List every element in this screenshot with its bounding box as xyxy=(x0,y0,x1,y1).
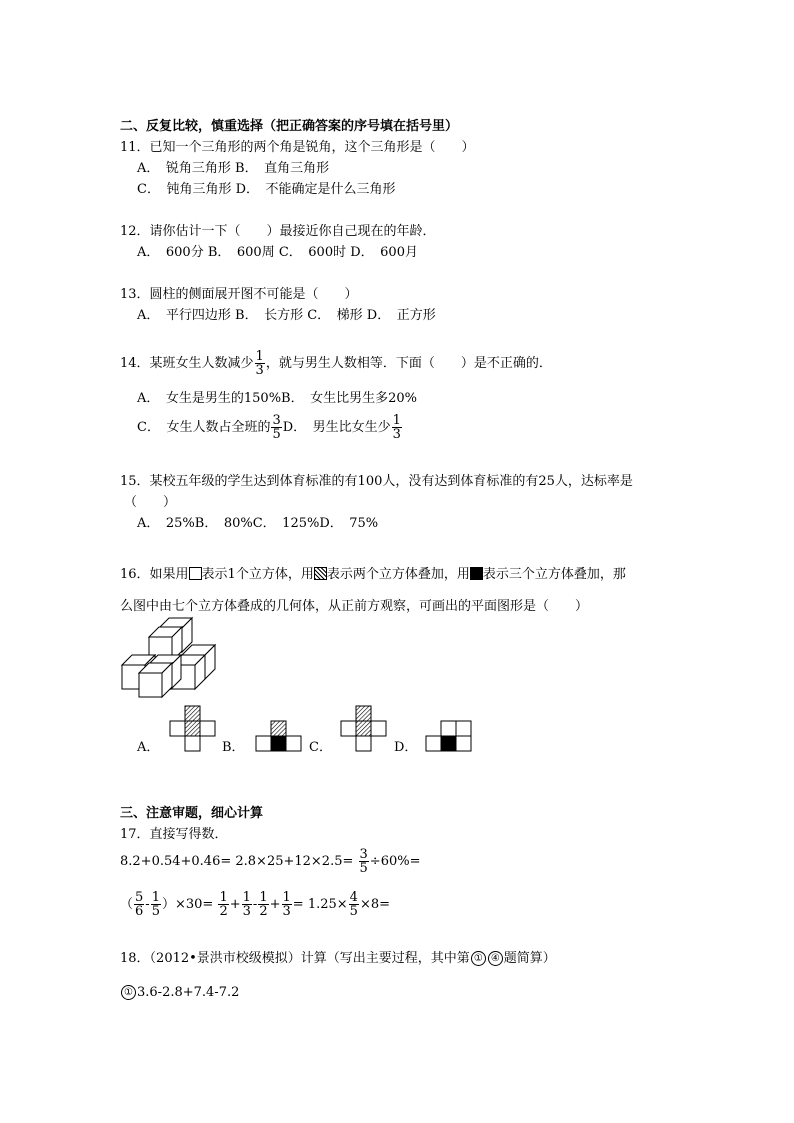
three-cubes-icon xyxy=(470,567,483,580)
two-cubes-icon xyxy=(314,567,327,580)
q17-fraction-1-2b: $\frac{1}{2}$ xyxy=(259,890,268,919)
question-18-item-1 xyxy=(120,985,239,1001)
fraction-one-third-d: $\frac{1}{3}$ xyxy=(392,413,401,442)
q18-item-expression: 3.6-2.8+7.4-7.2 xyxy=(137,985,240,1000)
q17-fraction-1-3b: $\frac{1}{3}$ xyxy=(282,890,291,919)
question-17-row-1 xyxy=(120,847,420,877)
q17-row1-text: 8.2+0.54+0.46= 2.8×25+12×2.5= xyxy=(120,854,358,869)
question-12-options: A． 600分 B． 600周 C． 600时 D． 600月 xyxy=(137,245,418,260)
fraction-one-third: $\frac{1}{3}$ xyxy=(255,349,264,378)
question-16-text-1: 16．如果用 xyxy=(120,567,189,582)
question-17-stem: 17．直接写得数． xyxy=(120,827,228,842)
question-16-text-2: 表示1个立方体，用 xyxy=(201,567,314,582)
option-b-label: B． xyxy=(222,740,245,755)
question-14-stem-tail: ，就与男生人数相等．下面（ ）是不正确的． xyxy=(265,356,552,371)
q17-fraction-1-3: $\frac{1}{3}$ xyxy=(242,890,251,919)
question-15-stem-cont: （ ） xyxy=(124,495,177,510)
question-18-stem xyxy=(120,951,556,967)
q17-fraction-1-5: $\frac{1}{5}$ xyxy=(151,890,160,919)
q17-fraction-1-2: $\frac{1}{2}$ xyxy=(219,890,228,919)
question-13-stem: 13．圆柱的侧面展开图不可能是（ ） xyxy=(120,287,358,302)
option-a-label: A． xyxy=(137,740,160,755)
question-14-stem-text: 14．某班女生人数减少 xyxy=(120,356,254,371)
question-16-line-2: 么图中由七个立方体叠成的几何体，从正前方观察，可画出的平面图形是（ ） xyxy=(120,599,589,614)
question-15-options: A． 25%B． 80%C． 125%D． 75% xyxy=(137,516,379,531)
option-d-label: D． xyxy=(394,740,418,755)
option-c-figure xyxy=(340,705,390,755)
question-15-stem: 15．某校五年级的学生达到体育标准的有100人，没有达到体育标准的有25人，达标率是 xyxy=(120,474,633,489)
question-16-text-4: 表示三个立方体叠加，那 xyxy=(482,567,626,582)
option-b-figure xyxy=(255,720,305,755)
option-c-label: C． xyxy=(309,740,332,755)
question-11-options-ab: A． 锐角三角形 B． 直角三角形 xyxy=(137,161,330,176)
question-14-stem xyxy=(120,350,552,377)
option-d-figure xyxy=(425,720,475,755)
question-11-stem: 11．已知一个三角形的两个角是锐角，这个三角形是（ ） xyxy=(120,140,475,155)
question-12-stem: 12．请你估计一下（ ）最接近你自己现在的年龄． xyxy=(120,224,436,239)
question-11-options-cd: C． 钝角三角形 D． 不能确定是什么三角形 xyxy=(137,182,396,197)
q18-stem-tail: 题简算） xyxy=(503,951,556,966)
fraction-three-fifths: $\frac{3}{5}$ xyxy=(272,413,281,442)
single-cube-icon xyxy=(189,567,202,580)
q17-fraction-3-5: $\frac{3}{5}$ xyxy=(359,847,368,876)
question-16-stem xyxy=(120,567,626,583)
question-14-option-c-text: C． 女生人数占全班的 xyxy=(137,420,271,435)
option-a-figure xyxy=(170,705,220,755)
question-13-options: A． 平行四边形 B． 长方形 C． 梯形 D． 正方形 xyxy=(137,308,436,323)
question-14-option-d-text: D． 男生比女生少 xyxy=(282,420,391,435)
question-17-row-2: （ $\frac{5}{6}$ - $\frac{1}{5}$ ）×30= $\frac{1}{2}$ + $\frac{1}{3}$ - $\frac{1}{2}$ + $\frac{1}{3}$ = 1.25× $\frac{4}{5}$ ×8= xyxy=(120,890,391,919)
q18-stem-text: 18．（2012•景洪市校级模拟）计算（写出主要过程，其中第 xyxy=(120,951,470,966)
q17-row1-tail: ÷60%= xyxy=(369,854,421,869)
q17-fraction-4-5: $\frac{4}{5}$ xyxy=(349,890,358,919)
section-2-heading: 二、反复比较，慎重选择（把正确答案的序号填在括号里） xyxy=(120,119,459,134)
question-14-options-ab: A． 女生是男生的150%B． 女生比男生多20% xyxy=(137,391,418,406)
cube-stack-figure xyxy=(118,617,218,697)
circled-four: ④ xyxy=(488,951,503,966)
question-16-text-3: 表示两个立方体叠加，用 xyxy=(326,567,470,582)
item-mark-circled-one: ① xyxy=(121,985,136,1000)
question-14-options-cd xyxy=(137,413,403,443)
circled-one: ① xyxy=(471,951,486,966)
q17-fraction-5-6: $\frac{5}{6}$ xyxy=(135,890,144,919)
section-3-heading: 三、注意审题，细心计算 xyxy=(120,806,264,821)
